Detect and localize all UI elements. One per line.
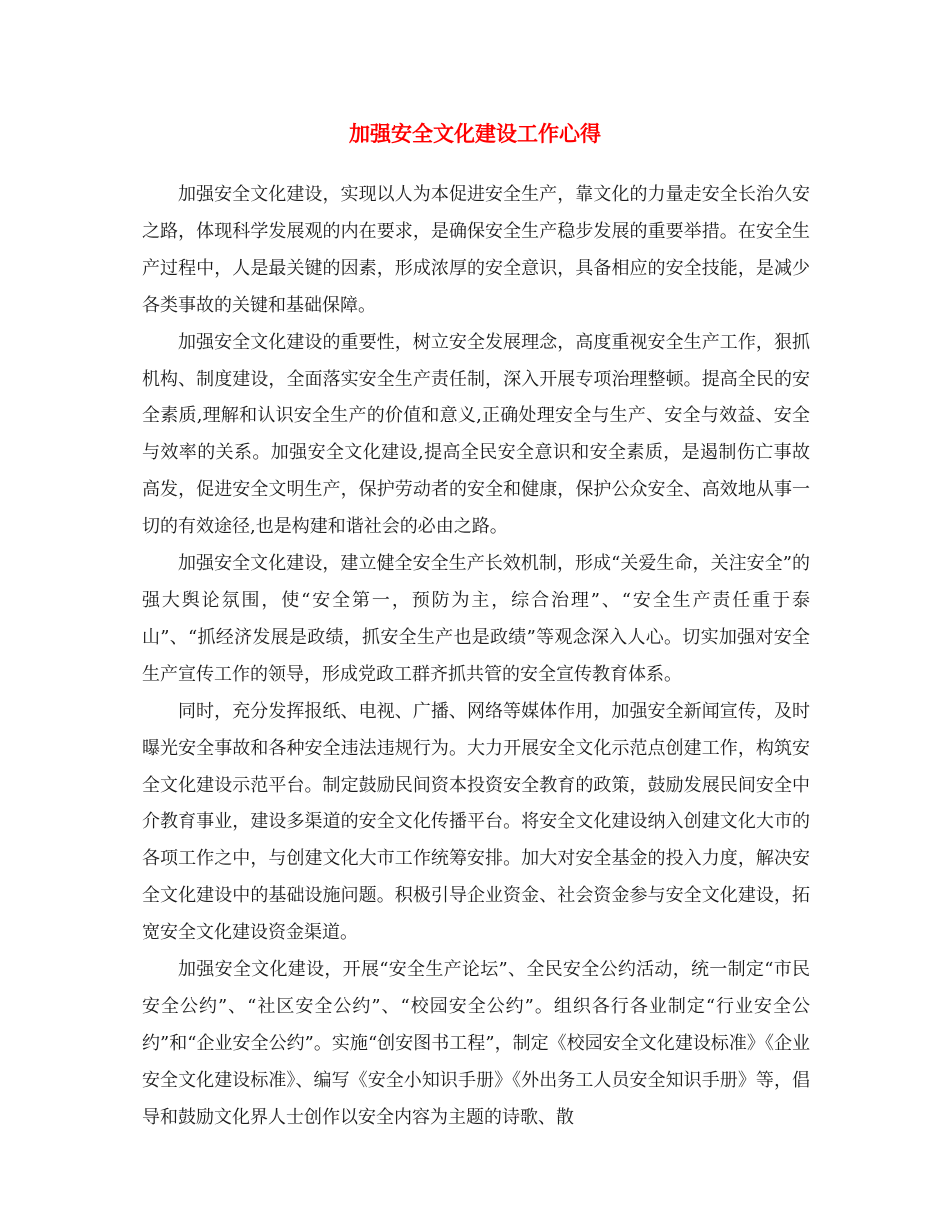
paragraph-5: 加强安全文化建设，开展“安全生产论坛”、全民安全公约活动，统一制定“市民安全公约”、“社区安全公约”、“校园安全公约”。组织各行各业制定“行业安全公约”和“企业安全公约”。实施“创安图书工程”，制定《校园安全文化建设标准》《企业安全文化建设标准》、编写《安全小知识手册》《外出务工人员安全知识手册》等，倡导和鼓励文化界人士创作以安全内容为主题的诗歌、散 — [142, 959, 810, 1128]
document-body — [142, 177, 810, 1137]
document-title: 加强安全文化建设工作心得 — [349, 121, 601, 146]
paragraph-1: 加强安全文化建设，实现以人为本促进安全生产，靠文化的力量走安全长治久安之路，体现科学发展观的内在要求，是确保安全生产稳步发展的重要举措。在安全生产过程中，人是最关键的因素，形成浓厚的安全意识，具备相应的安全技能，是减少各类事故的关键和基础保障。 — [142, 184, 810, 316]
paragraph-3: 加强安全文化建设，建立健全安全生产长效机制，形成“关爱生命，关注安全”的强大舆论氛围，使“安全第一，预防为主，综合治理”、“安全生产责任重于泰山”、“抓经济发展是政绩，抓安全生产也是政绩”等观念深入人心。切实加强对安全生产宣传工作的领导，形成党政工群齐抓共管的安全宣传教育体系。 — [142, 553, 810, 685]
paragraph-4: 同时，充分发挥报纸、电视、广播、网络等媒体作用，加强安全新闻宣传，及时曝光安全事故和各种安全违法违规行为。大力开展安全文化示范点创建工作，构筑安全文化建设示范平台。制定鼓励民间资本投资安全教育的政策，鼓励发展民间安全中介教育事业，建设多渠道的安全文化传播平台。将安全文化建设纳入创建文化大市的各项工作之中，与创建文化大市工作统筹安排。加大对安全基金的投入力度，解决安全文化建设中的基础设施问题。积极引导企业资金、社会资金参与安全文化建设，拓宽安全文化建设资金渠道。 — [142, 700, 810, 944]
paragraph-2: 加强安全文化建设的重要性，树立安全发展理念，高度重视安全生产工作，狠抓机构、制度建设，全面落实安全生产责任制，深入开展专项治理整顿。提高全民的安全素质,理解和认识安全生产的价值和意义,正确处理安全与生产、安全与效益、安全与效率的关系。加强安全文化建设,提高全民安全意识和安全素质，是遏制伤亡事故高发，促进安全文明生产，保护劳动者的安全和健康，保护公众安全、高效地从事一切的有效途径,也是构建和谐社会的必由之路。 — [142, 331, 810, 538]
